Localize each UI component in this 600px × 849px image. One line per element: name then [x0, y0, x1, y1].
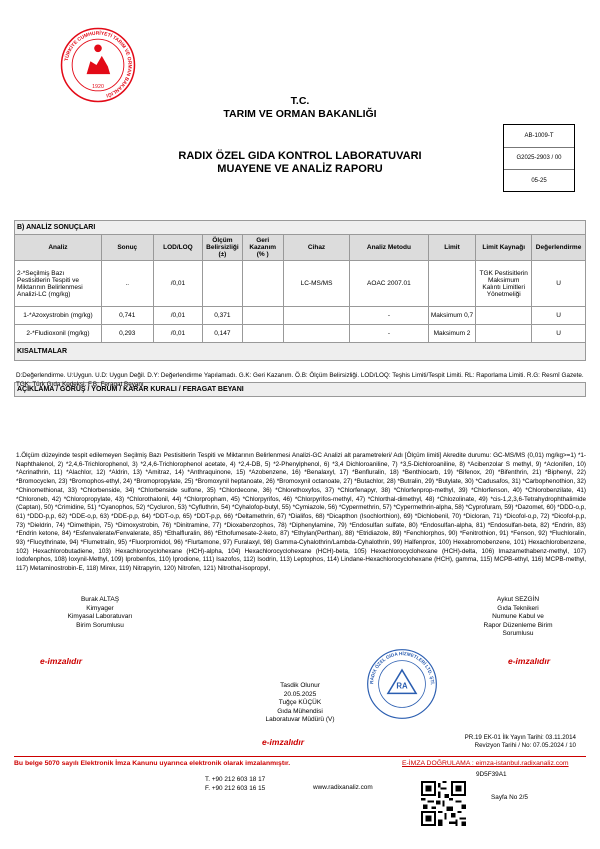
phone: T. +90 212 603 18 17: [205, 776, 266, 783]
ministry-line1: T.C.: [290, 95, 310, 107]
signer-unit: Numune Kabul ve: [492, 613, 544, 621]
approval-label: Tasdik Olunur: [280, 682, 320, 689]
abbreviations-text: D:Değerlendirme. U:Uygun. U.D: Uygun Değil. D.Y: Değerlendirme Yapılamadı. G.K: Geri Kazanım. Ö.B: Ölçüm Belirsizliği. LOD/LOQ: Teşhis Limiti/Tespit Limiti. RL: Raporlama Limiti. R.G: Resmî Gazete. TGK: Türk Gıda Kodeksi. F.B: Feragat Beyanı: [16, 372, 584, 388]
cell-deger: U: [532, 325, 586, 343]
results-table: [14, 220, 586, 397]
ref-date: 05-25: [531, 178, 547, 185]
ministry-line2: TARIM VE ORMAN BAKANLIĞI: [223, 108, 377, 120]
cell-deger: U: [532, 261, 586, 307]
table-row: [15, 307, 586, 325]
signer-unit-2: Rapor Düzenleme Birim: [483, 621, 553, 629]
col-olcum: Ölçüm Belirsizliği (±): [203, 235, 242, 261]
signer-name: Tuğçe KÜÇÜK: [278, 699, 322, 707]
esignature-law-note: Bu belge 5070 sayılı Elektronik İmza Kanunu uyarınca elektronik olarak imzalanmıştır.: [14, 760, 291, 767]
fax: F. +90 212 603 16 15: [205, 785, 266, 792]
cell-olcum: [203, 261, 242, 307]
footer-divider: [14, 756, 586, 757]
accreditation-ring-text: RADIX ÖZEL GIDA HİZMETLERİ LTD. ŞTİ.: [369, 651, 435, 686]
cell-analiz: 2-*Seçilmiş Bazı Pestisitlerin Tespiti ve Miktarının Belirlenmesi Analizi-LC (mg/kg): [15, 261, 102, 307]
accreditation-logo: [363, 645, 441, 723]
verify-text[interactable]: E-İMZA DOĞRULAMA : eimza-istanbul.radixanaliz.com: [402, 760, 569, 767]
signer-name: Aykut SEZGİN: [496, 596, 540, 603]
col-geri: Geri Kazanım (% ): [242, 235, 283, 261]
cell-analiz: 1-*Azoxystrobin (mg/kg): [15, 307, 102, 325]
signature-left: [30, 596, 170, 630]
verification-code: 9D5F39A1: [476, 771, 507, 778]
cell-kaynak: TGK Pestisitlerin Maksimum Kalıntı Limitleri Yönetmeliği: [476, 261, 532, 307]
cell-lod: /0,01: [153, 307, 203, 325]
signer-name: Burak ALTAŞ: [80, 596, 120, 603]
cell-sonuc: 0,741: [101, 307, 153, 325]
col-lod: LOD/LOQ: [153, 235, 203, 261]
cell-olcum: 0,147: [203, 325, 242, 343]
esig-right: e-imzalıdır: [508, 656, 551, 666]
results-header-row: [15, 235, 586, 261]
abbreviations-title: KISALTMALAR: [15, 343, 586, 361]
col-analiz: Analiz: [15, 235, 102, 261]
website[interactable]: www.radixanaliz.com: [313, 784, 373, 791]
ministry-heading: [0, 95, 600, 121]
contact-info: [205, 775, 265, 793]
ministry-seal: [60, 27, 136, 103]
col-kaynak: Limit Kaynağı: [476, 235, 532, 261]
accreditation-center-text: RA: [396, 681, 408, 691]
cell-lod: /0,01: [153, 261, 203, 307]
col-sonuc: Sonuç: [101, 235, 153, 261]
cell-deger: U: [532, 307, 586, 325]
cell-geri: [242, 261, 283, 307]
cell-cihaz: [283, 325, 349, 343]
cell-metod: -: [350, 325, 429, 343]
signer-role: Laboratuvar Müdürü (V): [265, 716, 335, 724]
cell-sonuc: 0,293: [101, 325, 153, 343]
lab-line1: RADIX ÖZEL GIDA KONTROL LABORATUVARI: [178, 150, 422, 162]
table-row: [15, 261, 586, 307]
cell-metod: -: [350, 307, 429, 325]
signer-title: Gıda Mühendisi: [277, 707, 323, 715]
col-limit: Limit: [428, 235, 476, 261]
signer-title: Kimyager: [86, 604, 114, 612]
cell-analiz: 2-*Fludioxonil (mg/kg): [15, 325, 102, 343]
cell-olcum: 0,371: [203, 307, 242, 325]
col-deger: Değerlendirme: [532, 235, 586, 261]
col-metod: Analiz Metodu: [350, 235, 429, 261]
cell-lod: /0,01: [153, 325, 203, 343]
seal-year: 1920: [92, 83, 104, 90]
ref-report-no: G2025-2903 / 00: [504, 148, 574, 171]
cell-geri: [242, 325, 283, 343]
cell-limit: Maksimum 2: [428, 325, 476, 343]
cell-kaynak: [476, 307, 532, 325]
esig-left: e-imzalıdır: [40, 656, 83, 666]
signature-right: [448, 596, 588, 639]
cell-limit: Maksimum 0,7: [428, 307, 476, 325]
signer-role: Birim Sorumlusu: [76, 621, 124, 629]
cell-sonuc: ..: [101, 261, 153, 307]
table-row: [15, 325, 586, 343]
cell-kaynak: [476, 325, 532, 343]
cell-limit: [428, 261, 476, 307]
comments-title: AÇIKLAMA / GÖRÜŞ / YORUM / KARAR KURALI / FERAGAT BEYANI: [15, 383, 586, 397]
cell-cihaz: LC-MS/MS: [283, 261, 349, 307]
col-cihaz: Cihaz: [283, 235, 349, 261]
cell-geri: [242, 307, 283, 325]
reference-box: [503, 124, 575, 192]
pr-line2: Revizyon Tarihi / No: 07.05.2024 / 10: [474, 742, 576, 749]
results-section-title: B) ANALİZ SONUÇLARI: [15, 221, 586, 235]
form-revision-info: [444, 734, 576, 750]
cell-metod: AOAC 2007.01: [350, 261, 429, 307]
qr-code-icon: [421, 781, 466, 826]
comments-text: 1.Ölçüm düzeyinde tespit edilemeyen Seçilmiş Bazı Pestisitlerin Tespiti ve Miktarının Belirlenmesi Analizi-GC Analizi alt parametreleri/ Adı [Ölçüm limiti] Akredite durumu: GC-MS/MS (0,01) mg/kg>=1) *1-Naphthalenol, 2) *2,4,6-Trichlorophenol, 3) *2,4,6-Trichlorophenol acetate, 4) *2,4-DB, 5) *2-Phenylphenol, 6) *3,4 Dichloroaniline, 7) *3,5-Dichloroaniline, 8) *Acibenzolar S methyl, 9) *Aclonifen, 10) *Acrinathrin, 11) *Alachlor, 12) *Aldrin, 13) *Amitraz, 14) *Anthraquinone, 15) *Azobenzene, 16) *Benalaxyl, 17) *Benfluralin, 18) *Benthiocarb, 19) *Bifenox, 20) *Bifenthrin, 21) *Biphenyl, 22) *Bromocyclen, 23) *Bromophos-ethyl, 24) *Bromopropylate, 25) *Bromoxynil heptanoate, 26) *Bromoxynil octanoate, 27) *Butachlor, 28) *Butralin, 29) *Butylate, 30) *Cadusafos, 31) *Carbophenothion, 32) *Chinomethionat, 33) *Chlorbenside, 34) *Chlorbenside sulfone, 35) *Chlordecone, 36) *Chlorethoxyfos, 37) *Chlorfenapyr, 38) *Chlorfenprop-methyl, 39) *Chlorfenson, 40) *Chlorobenzilate, 41) *Chloroneb, 42) *Chloropropylate, 43) *Chlorothalonil, 44) *Chlorpropham, 45) *Chlorpyrifos, 46) *Chlorpyrifos-methyl, 47) *Chlorthal-dimethyl, 48) *Chlozolinate, 49) *cis-1,2,3,6-Tetrahydrophthalimide (Captan), 50) *Crimidine, 51) *Cyanophos, 52) *Cycluron, 53) *Cyfluthrin, 54) *Cyhalofop-butyl, 55) *Cymiazole, 56) *Cypermethrin, 57) *Cypermethrin-alpha, 58) *Cyprofuram, 59) *Dazomet, 60) *DDD-o,p, 61) *DDD-p,p, 62) *DDE-o,p, 63) *DDE-p,p, 64) *DDT-o,p, 65) *DDT-p,p, 66) *Deltamethrin, 67) *Dialifos, 68) *Dicapthon (Isochlorthion), 69) *Dichlobenil, 70) *Dicloran, 71) *Dicofol-o,p, 72) *Dicofol-p,p, 73) *Dieldrin, 74) *Dimethipin, 75) *Dimoxystrobin, 76) *Dinitramine, 77) *Dioxabenzophos, 78) *Diphenylamine, 79) *Endosulfan sulfate, 80) *Endosulfan-alpha, 81) *Endosulfan-beta, 82) *Endrin, 83) *Endrin ketone, 84) *Esfenvalerate/Fenvalerate, 85) *Ethalfluralin, 86) *Ethofumesate-2-keto, 87) *Ethylan(Perthan), 88) *Etridiazole, 89) *Fenchlorphos, 90) *Fenitrothion, 91) *Fenson, 92) *Fluchloralin, 93) *Flucythrinate, 94) *Flumetralin, 95) *Fluorpromidol, 96) *Flurtamone, 97) Furalaxyl, 98) Gamma-Cyhalothrin/Lambda-Cyhalothrin, 99) Halfenprox, 100) Hexabromobenzene, 101) Hexachlorobenzene, 102) Hexachlorobutadiene, 103) Hexachlorocyclohexane (HCH)-alpha, 104) Hexachlorocyclohexane (HCH)-beta, 105) Hexachlorocyclohexane (HCH)-delta, 106) Imazamethabenz-methyl, 107) Iodofenphos, 108) Ioxynil-Methyl, 109) Iprobenfos, 110) Iprodione, 111) Isazofos, 112) Isodrin, 113) Leptophos, 114) Lindane-Hexachlorocyclohexane (HCH), gamma, 115) MCPB-ethyl, 116) MCPB-methyl, 117) Metaminostrobin-E, 118) Mirex, 119) Nitrapyrin, 120) Nitrofen, 121) Nitrothal-isopropyl,: [16, 452, 586, 573]
seal-text: TÜRKİYE CUMHURİYETİ TARIM VE ORMAN BAKANLIĞI: [64, 31, 132, 98]
esig-center: e-imzalıdır: [262, 737, 305, 747]
approval-date: 20.05.2025: [283, 690, 317, 698]
lab-line2: MUAYENE VE ANALİZ RAPORU: [217, 163, 383, 175]
cell-cihaz: [283, 307, 349, 325]
signature-center: [230, 682, 370, 725]
esignature-verify-link[interactable]: [402, 760, 569, 767]
page-number: Sayfa No 2/5: [491, 794, 528, 801]
signer-title: Gıda Teknikeri: [497, 604, 539, 612]
signer-role: Sorumlusu: [502, 630, 534, 638]
ref-accreditation: AB-1009-T: [504, 125, 574, 148]
pr-line1: PR.19 EK-01 İlk Yayın Tarihi: 03.11.2014: [464, 734, 576, 741]
signer-unit: Kimyasal Laboratuvarı: [67, 613, 133, 621]
